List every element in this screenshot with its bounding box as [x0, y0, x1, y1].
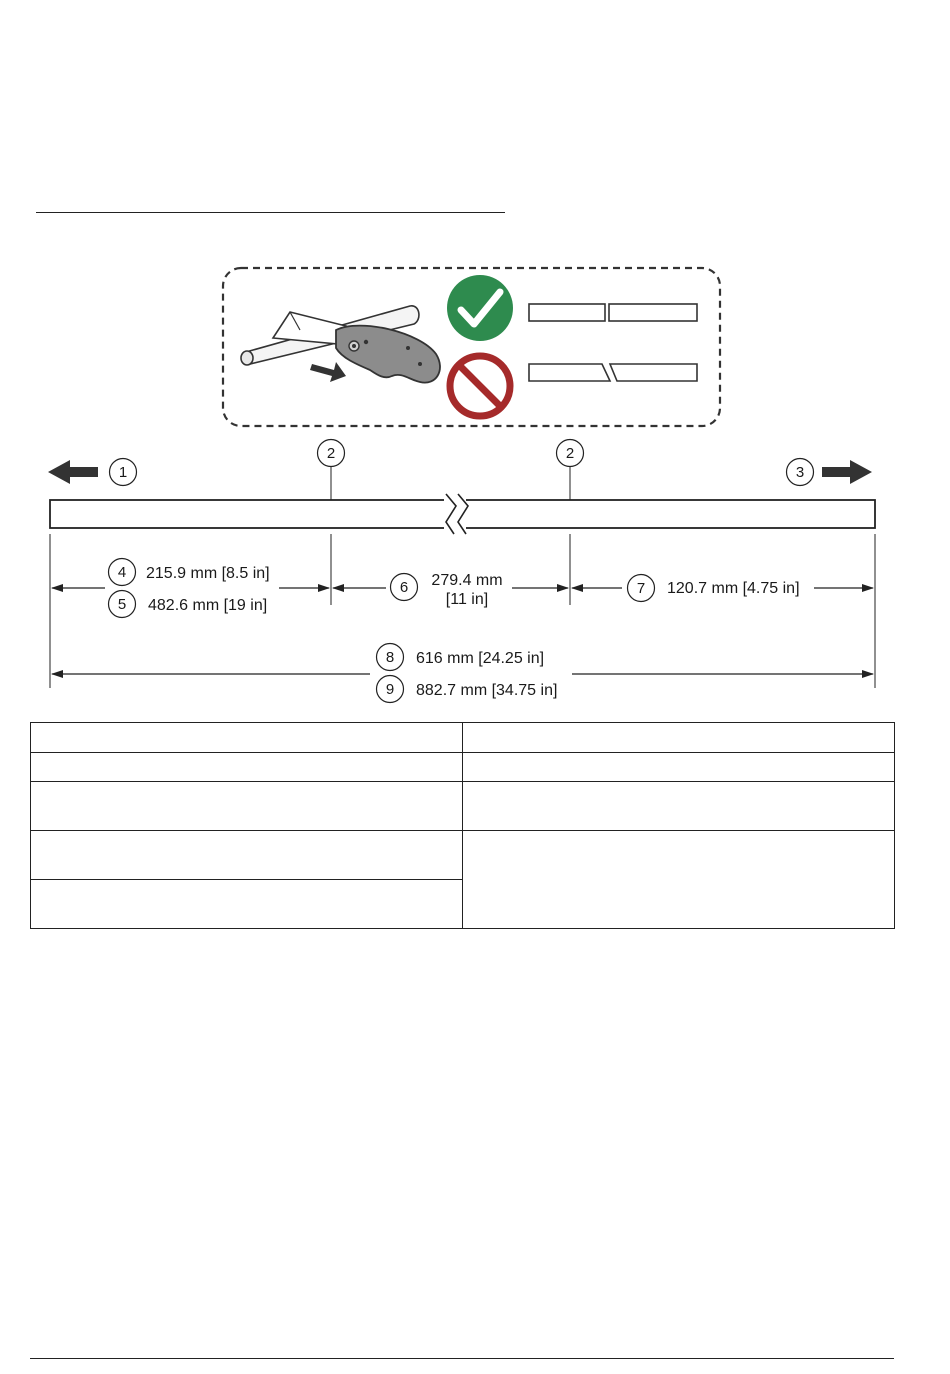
tubing-diagram	[0, 260, 950, 710]
tubing-bar	[50, 494, 875, 534]
section-heading-rule	[36, 212, 505, 213]
table-row	[31, 831, 895, 880]
svg-text:8: 8	[385, 649, 395, 666]
table-cell	[463, 723, 895, 753]
table-cell	[31, 831, 463, 880]
dimension-4-5	[52, 559, 329, 618]
svg-text:[11 in]: [11 in]	[445, 591, 489, 608]
arrow-right-icon	[822, 460, 872, 484]
svg-text:616 mm [24.25 in]: 616 mm [24.25 in]	[416, 650, 545, 667]
svg-text:279.4 mm: 279.4 mm	[431, 572, 503, 589]
dimension-6	[333, 572, 568, 608]
arrow-left-icon	[48, 460, 98, 484]
push-direction-arrow-icon	[310, 362, 346, 382]
dimension-8-9	[52, 644, 873, 703]
prohibited-icon	[450, 356, 510, 416]
svg-text:882.7 mm [34.75 in]: 882.7 mm [34.75 in]	[416, 682, 558, 699]
table-cell	[31, 753, 463, 782]
tubing-cut-figure	[0, 260, 950, 710]
table-cell	[463, 831, 895, 929]
correct-cut-sample	[529, 304, 697, 321]
svg-text:2: 2	[565, 445, 575, 462]
svg-text:215.9 mm [8.5 in]: 215.9 mm [8.5 in]	[146, 565, 270, 582]
callout-1	[110, 459, 137, 486]
table-row	[31, 782, 895, 831]
callout-legend-table	[30, 722, 895, 929]
table-row	[31, 723, 895, 753]
checkmark-icon	[447, 275, 513, 341]
svg-text:4: 4	[117, 564, 127, 581]
table-cell	[31, 782, 463, 831]
svg-text:5: 5	[117, 596, 127, 613]
footer-rule	[30, 1358, 894, 1359]
table-cell	[463, 782, 895, 831]
svg-text:1: 1	[118, 464, 128, 481]
table-cell	[31, 880, 463, 929]
table-cell	[463, 753, 895, 782]
svg-text:482.6 mm [19 in]: 482.6 mm [19 in]	[148, 597, 268, 614]
svg-text:120.7 mm [4.75 in]: 120.7 mm [4.75 in]	[667, 580, 800, 597]
dimension-7	[572, 575, 873, 602]
svg-text:3: 3	[795, 464, 805, 481]
svg-text:9: 9	[385, 681, 395, 698]
table-cell	[31, 723, 463, 753]
svg-text:2: 2	[326, 445, 336, 462]
incorrect-cut-sample	[529, 364, 697, 381]
table-row	[31, 753, 895, 782]
callout-3	[787, 459, 814, 486]
svg-text:6: 6	[399, 579, 409, 596]
svg-text:7: 7	[636, 580, 646, 597]
